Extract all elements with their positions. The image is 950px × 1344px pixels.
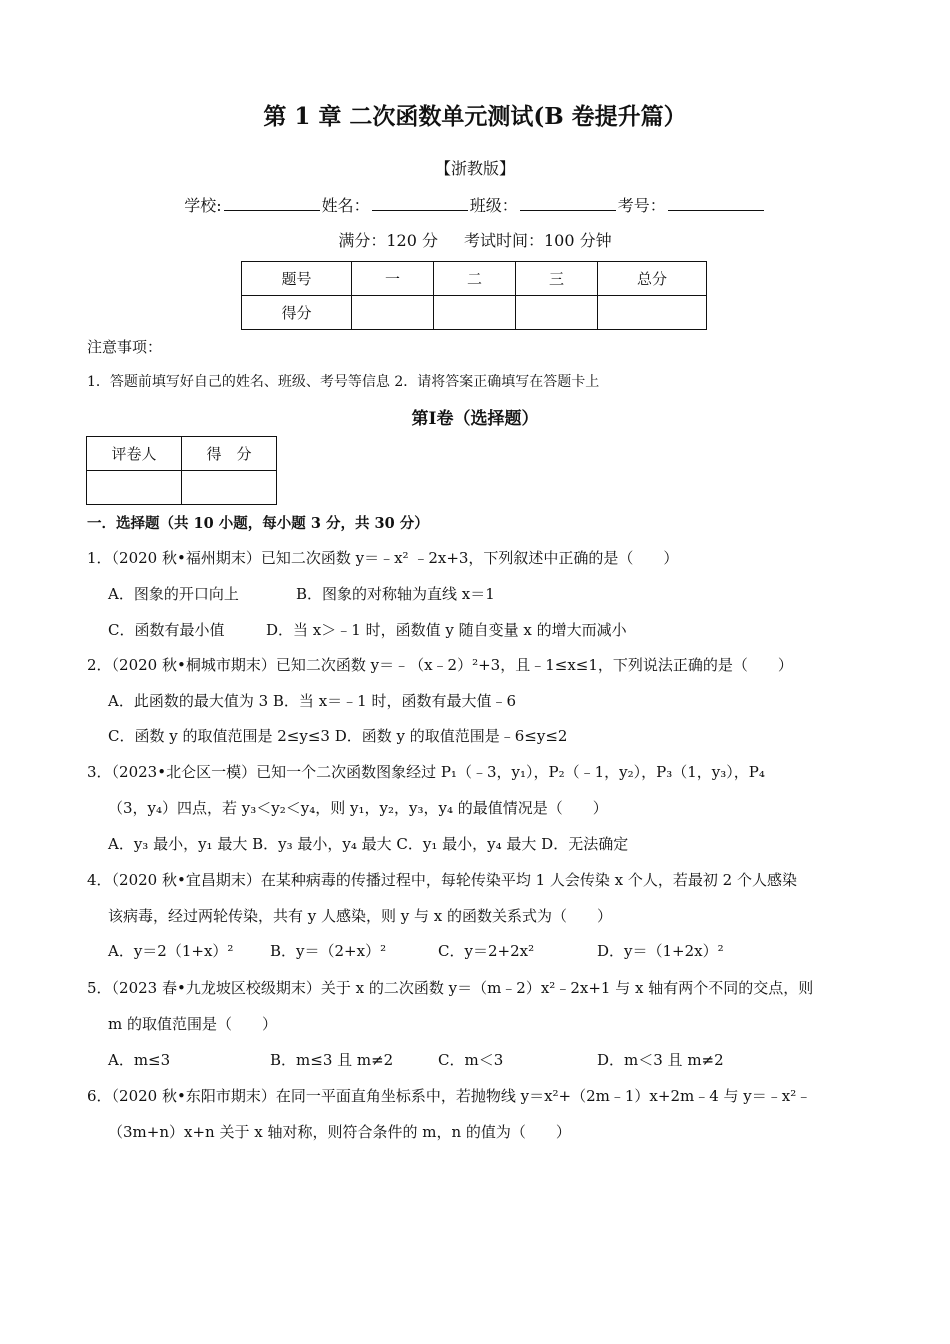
question-3-options[interactable]: A．y₃ 最小，y₁ 最大 B．y₃ 最小，y₄ 最大 C．y₁ 最小，y₄ 最大 D．无法确定 xyxy=(108,835,629,853)
question-2-options-cd[interactable]: C．函数 y 的取值范围是 2≤y≤3 D．函数 y 的取值范围是﹣6≤y≤2 xyxy=(108,727,568,745)
section-title: 一．选择题（共 10 小题，每小题 3 分，共 30 分） xyxy=(87,515,429,532)
question-1-option-d[interactable]: D．当 x＞﹣1 时，函数值 y 随自变量 x 的增大而减小 xyxy=(266,621,627,639)
exam-no-label: 考号： xyxy=(617,196,666,215)
exam-no-blank[interactable] xyxy=(668,196,764,211)
school-label: 学校: xyxy=(184,196,222,215)
question-4-option-b[interactable]: B．y＝（2+x）² xyxy=(270,942,387,960)
question-4-option-a[interactable]: A．y＝2（1+x）² xyxy=(108,942,234,960)
class-label: 班级： xyxy=(469,196,518,215)
grader-header-row xyxy=(87,437,277,471)
question-2-stem: 2．（2020 秋•桐城市期末）已知二次函数 y＝﹣（x﹣2）²+3，且﹣1≤x≤1，下列说法正确的是（ ） xyxy=(87,656,793,674)
edition-label: 【浙教版】 xyxy=(434,159,515,178)
question-5-option-d[interactable]: D．m＜3 且 m≠2 xyxy=(597,1051,724,1069)
score-table-header-row xyxy=(242,262,707,296)
score-cell[interactable] xyxy=(516,296,598,330)
question-6-stem-cont: （3m+n）x+n 关于 x 轴对称，则符合条件的 m，n 的值为（ ） xyxy=(108,1123,571,1141)
question-5-option-b[interactable]: B．m≤3 且 m≠2 xyxy=(270,1051,394,1069)
grader-score-label: 得 分 xyxy=(182,437,277,471)
volume-title: 第Ⅰ卷（选择题） xyxy=(411,409,539,429)
full-score: 满分：120 分 xyxy=(338,231,438,250)
grader-table xyxy=(86,436,277,505)
school-blank[interactable] xyxy=(224,196,320,211)
score-cell[interactable] xyxy=(598,296,707,330)
exam-meta xyxy=(0,228,950,251)
question-1-option-a[interactable]: A．图象的开口向上 xyxy=(108,585,239,603)
question-1-stem: 1．（2020 秋•福州期末）已知二次函数 y＝﹣x² ﹣2x+3，下列叙述中正确的是（ ） xyxy=(87,549,679,567)
question-2-options-ab[interactable]: A．此函数的最大值为 3 B．当 x＝﹣1 时，函数有最大值﹣6 xyxy=(108,692,517,710)
notice-label: 注意事项： xyxy=(87,338,163,356)
grader-score-cell[interactable] xyxy=(182,471,277,505)
score-header-cell: 总分 xyxy=(598,262,707,296)
exam-time: 考试时间：100 分钟 xyxy=(464,231,612,250)
score-cell[interactable] xyxy=(352,296,434,330)
student-info-line xyxy=(0,193,950,216)
score-header-cell: 二 xyxy=(434,262,516,296)
question-5-option-a[interactable]: A．m≤3 xyxy=(108,1051,171,1069)
class-blank[interactable] xyxy=(520,196,616,211)
question-6-stem: 6．（2020 秋•东阳市期末）在同一平面直角坐标系中，若抛物线 y＝x²+（2m﹣1）x+2m﹣4 与 y＝﹣x²﹣ xyxy=(87,1087,812,1105)
score-header-cell: 一 xyxy=(352,262,434,296)
question-4-option-d[interactable]: D．y＝（1+2x）² xyxy=(597,942,724,960)
question-1-option-c[interactable]: C．函数有最小值 xyxy=(108,621,225,639)
reviewer-cell[interactable] xyxy=(87,471,182,505)
question-5-stem-cont: m 的取值范围是（ ） xyxy=(108,1015,277,1033)
page-title: 第 1 章 二次函数单元测试(B 卷提升篇） xyxy=(263,103,687,130)
notice-text: 1．答题前填写好自己的姓名、班级、考号等信息 2．请将答案正确填写在答题卡上 xyxy=(87,374,600,390)
question-3-stem: 3．（2023•北仑区一模）已知一个二次函数图象经过 P₁（﹣3，y₁），P₂（﹣1，y₂），P₃（1，y₃），P₄ xyxy=(87,763,765,781)
score-table xyxy=(241,261,707,330)
question-4-option-c[interactable]: C．y＝2+2x² xyxy=(438,942,535,960)
question-1-option-b[interactable]: B．图象的对称轴为直线 x＝1 xyxy=(296,585,495,603)
question-5-stem: 5．（2023 春•九龙坡区校级期末）关于 x 的二次函数 y＝（m﹣2）x²﹣2x+1 与 x 轴有两个不同的交点，则 xyxy=(87,979,814,997)
score-header-cell: 题号 xyxy=(242,262,352,296)
question-4-stem: 4．（2020 秋•宜昌期末）在某种病毒的传播过程中，每轮传染平均 1 人会传染 x 个人，若最初 2 个人感染 xyxy=(87,871,797,889)
grader-row xyxy=(87,471,277,505)
question-4-stem-cont: 该病毒，经过两轮传染，共有 y 人感染，则 y 与 x 的函数关系式为（ ） xyxy=(108,907,613,925)
score-header-cell: 三 xyxy=(516,262,598,296)
reviewer-label: 评卷人 xyxy=(87,437,182,471)
score-cell[interactable] xyxy=(434,296,516,330)
question-5-option-c[interactable]: C．m＜3 xyxy=(438,1051,504,1069)
score-row-label: 得分 xyxy=(242,296,352,330)
name-blank[interactable] xyxy=(372,196,468,211)
score-table-row xyxy=(242,296,707,330)
name-label: 姓名： xyxy=(321,196,370,215)
question-3-stem-cont: （3，y₄）四点，若 y₃＜y₂＜y₄，则 y₁，y₂，y₃，y₄ 的最值情况是（ ） xyxy=(108,799,608,817)
